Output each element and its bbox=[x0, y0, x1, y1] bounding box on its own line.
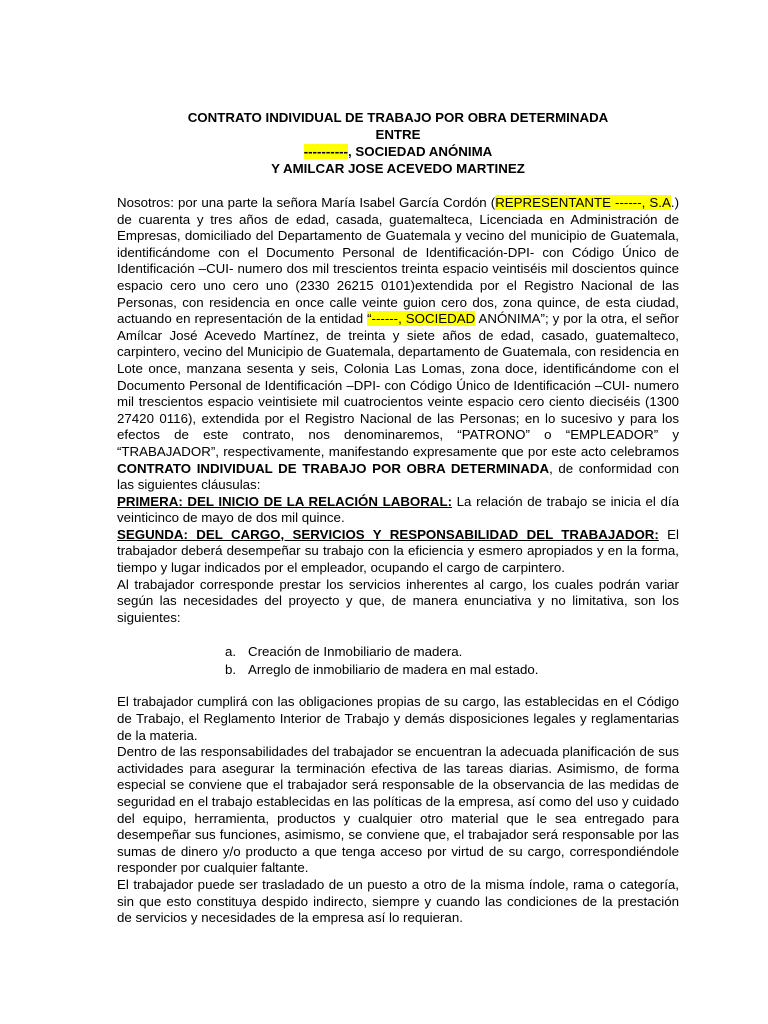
intro-text-3: ANÓNIMA”; y por la otra, el señor Amílcar José Acevedo Martínez, de treinta y siete años de edad, casado, guatemalteco, carpintero, vecino del Municipio de Guatemala, departamento de Guatemala, con residencia en Lote once, manzana sesenta y seis, Colonia Las Lomas, zona doce, identificándome con el Documento Personal de Identificación –DPI- con Código Único de Identificación –CUI- numero mil trescientos espacio veintisiete mil cuatrocientos veinte espacio cero ciento dieciséis (1300 27420 0116), extendida por el Registro Nacional de las Personas; en lo sucesivo y para los efectos de este contrato, nos denominaremos, “PATRONO” o “EMPLEADOR” y “TRABAJADOR”, respectivamente, manifestando expresamente que por este acto celebramos bbox=[117, 311, 679, 459]
contract-name-bold: CONTRATO INDIVIDUAL DE TRABAJO POR OBRA DETERMINADA bbox=[117, 460, 550, 476]
list-item-text: Arreglo de inmobiliario de madera en mal estado. bbox=[248, 661, 539, 677]
title-line-1: CONTRATO INDIVIDUAL DE TRABAJO POR OBRA DETERMINADA bbox=[187, 110, 609, 125]
contract-title bbox=[117, 109, 679, 177]
clause-second bbox=[117, 527, 679, 577]
highlight-representative: REPRESENTANTE ------, S.A bbox=[495, 195, 671, 210]
intro-text-1: Nosotros: por una parte la señora María Isabel García Cordón ( bbox=[117, 195, 496, 210]
services-paragraph: Al trabajador corresponde prestar los servicios inherentes al cargo, los cuales podrán variar según las necesidades del proyecto y que, de manera enunciativa y no limitativa, son los siguientes: bbox=[117, 576, 679, 625]
title-line-2: ENTRE bbox=[375, 127, 421, 142]
list-marker: b. bbox=[225, 661, 237, 677]
responsibilities-paragraph: Dentro de las responsabilidades del trabajador se encuentran la adecuada planificación de sus actividades para asegurar la terminación efectiva de las tareas diarias. Asimismo, de forma especial se conviene que el trabajador será responsable de la observancia de las medidas de seguridad en el trabajo establecidas en las políticas de la empresa, así como del uso y cuidado del equipo, herramienta, productos y cualquier otro material que le sea entregado para desempeñar sus funciones, asimismo, se conviene que, el trabajador será responsable por las sumas de dinero y/o producto a que tenga acceso por virtud de su cargo, correspondiéndole responder por cualquier faltante. bbox=[117, 744, 679, 876]
obligations-paragraph: El trabajador cumplirá con las obligaciones propias de su cargo, las establecidas en el Código de Trabajo, el Reglamento Interior de Trabajo y demás disposiciones legales y reglamentarias de la materia. bbox=[117, 694, 679, 743]
transfer-paragraph: El trabajador puede ser trasladado de un puesto a otro de la misma índole, rama o categoría, sin que esto constituya despido indirecto, siempre y cuando las condiciones de la prestación de servicios y necesidades de la empresa así lo requieran. bbox=[117, 876, 679, 926]
spacer bbox=[117, 177, 679, 195]
list-item bbox=[117, 661, 679, 679]
intro-paragraph bbox=[117, 195, 679, 494]
clause-first-text: La relación de trabajo se inicia el día veinticinco de mayo de dos mil quince. bbox=[117, 493, 679, 526]
list-marker: a. bbox=[225, 644, 237, 660]
title-line-3 bbox=[117, 143, 679, 160]
list-item bbox=[117, 643, 679, 661]
list-item-text: Creación de Inmobiliario de madera. bbox=[248, 644, 463, 660]
clause-first bbox=[117, 494, 679, 527]
document-page bbox=[117, 109, 679, 927]
clause-second-heading: SEGUNDA: DEL CARGO, SERVICIOS Y RESPONSABILIDAD DEL TRABAJADOR: bbox=[117, 526, 659, 542]
highlight-entity: “------, SOCIEDAD bbox=[367, 311, 476, 327]
intro-text-2: .) de cuarenta y tres años de edad, casada, guatemalteca, Licenciada en Administración de Empresas, domiciliado del Departamento de Guatemala y vecino del municipio de Guatemala, identificándome con el Documento Personal de Identificación-DPI- con Código Único de Identificación –CUI- numero dos mil trescientos treinta espacio veintiséis mil doscientos quince espacio cero uno cero uno (2330 26215 0101)extendida por el Registro Nacional de las Personas, con residencia en once calle veinte guion cero dos, zona quince, de esta ciudad, actuando en representación de la entidad bbox=[117, 195, 679, 327]
intro-text-4: , de conformidad con las siguientes cláusulas: bbox=[117, 460, 679, 493]
services-list bbox=[117, 643, 679, 678]
clause-first-heading: PRIMERA: DEL INICIO DE LA RELACIÓN LABORAL: bbox=[117, 493, 453, 509]
clause-second-text: El trabajador deberá desempeñar su trabajo con la eficiencia y esmero apropiados y en la forma, tiempo y lugar indicados por el empleador, ocupando el cargo de carpintero. bbox=[117, 526, 679, 576]
title-line-4: Y AMILCAR JOSE ACEVEDO MARTINEZ bbox=[271, 161, 525, 176]
highlight-company-placeholder: ---------- bbox=[303, 144, 348, 159]
title-company-suffix: , SOCIEDAD ANÓNIMA bbox=[347, 144, 493, 159]
